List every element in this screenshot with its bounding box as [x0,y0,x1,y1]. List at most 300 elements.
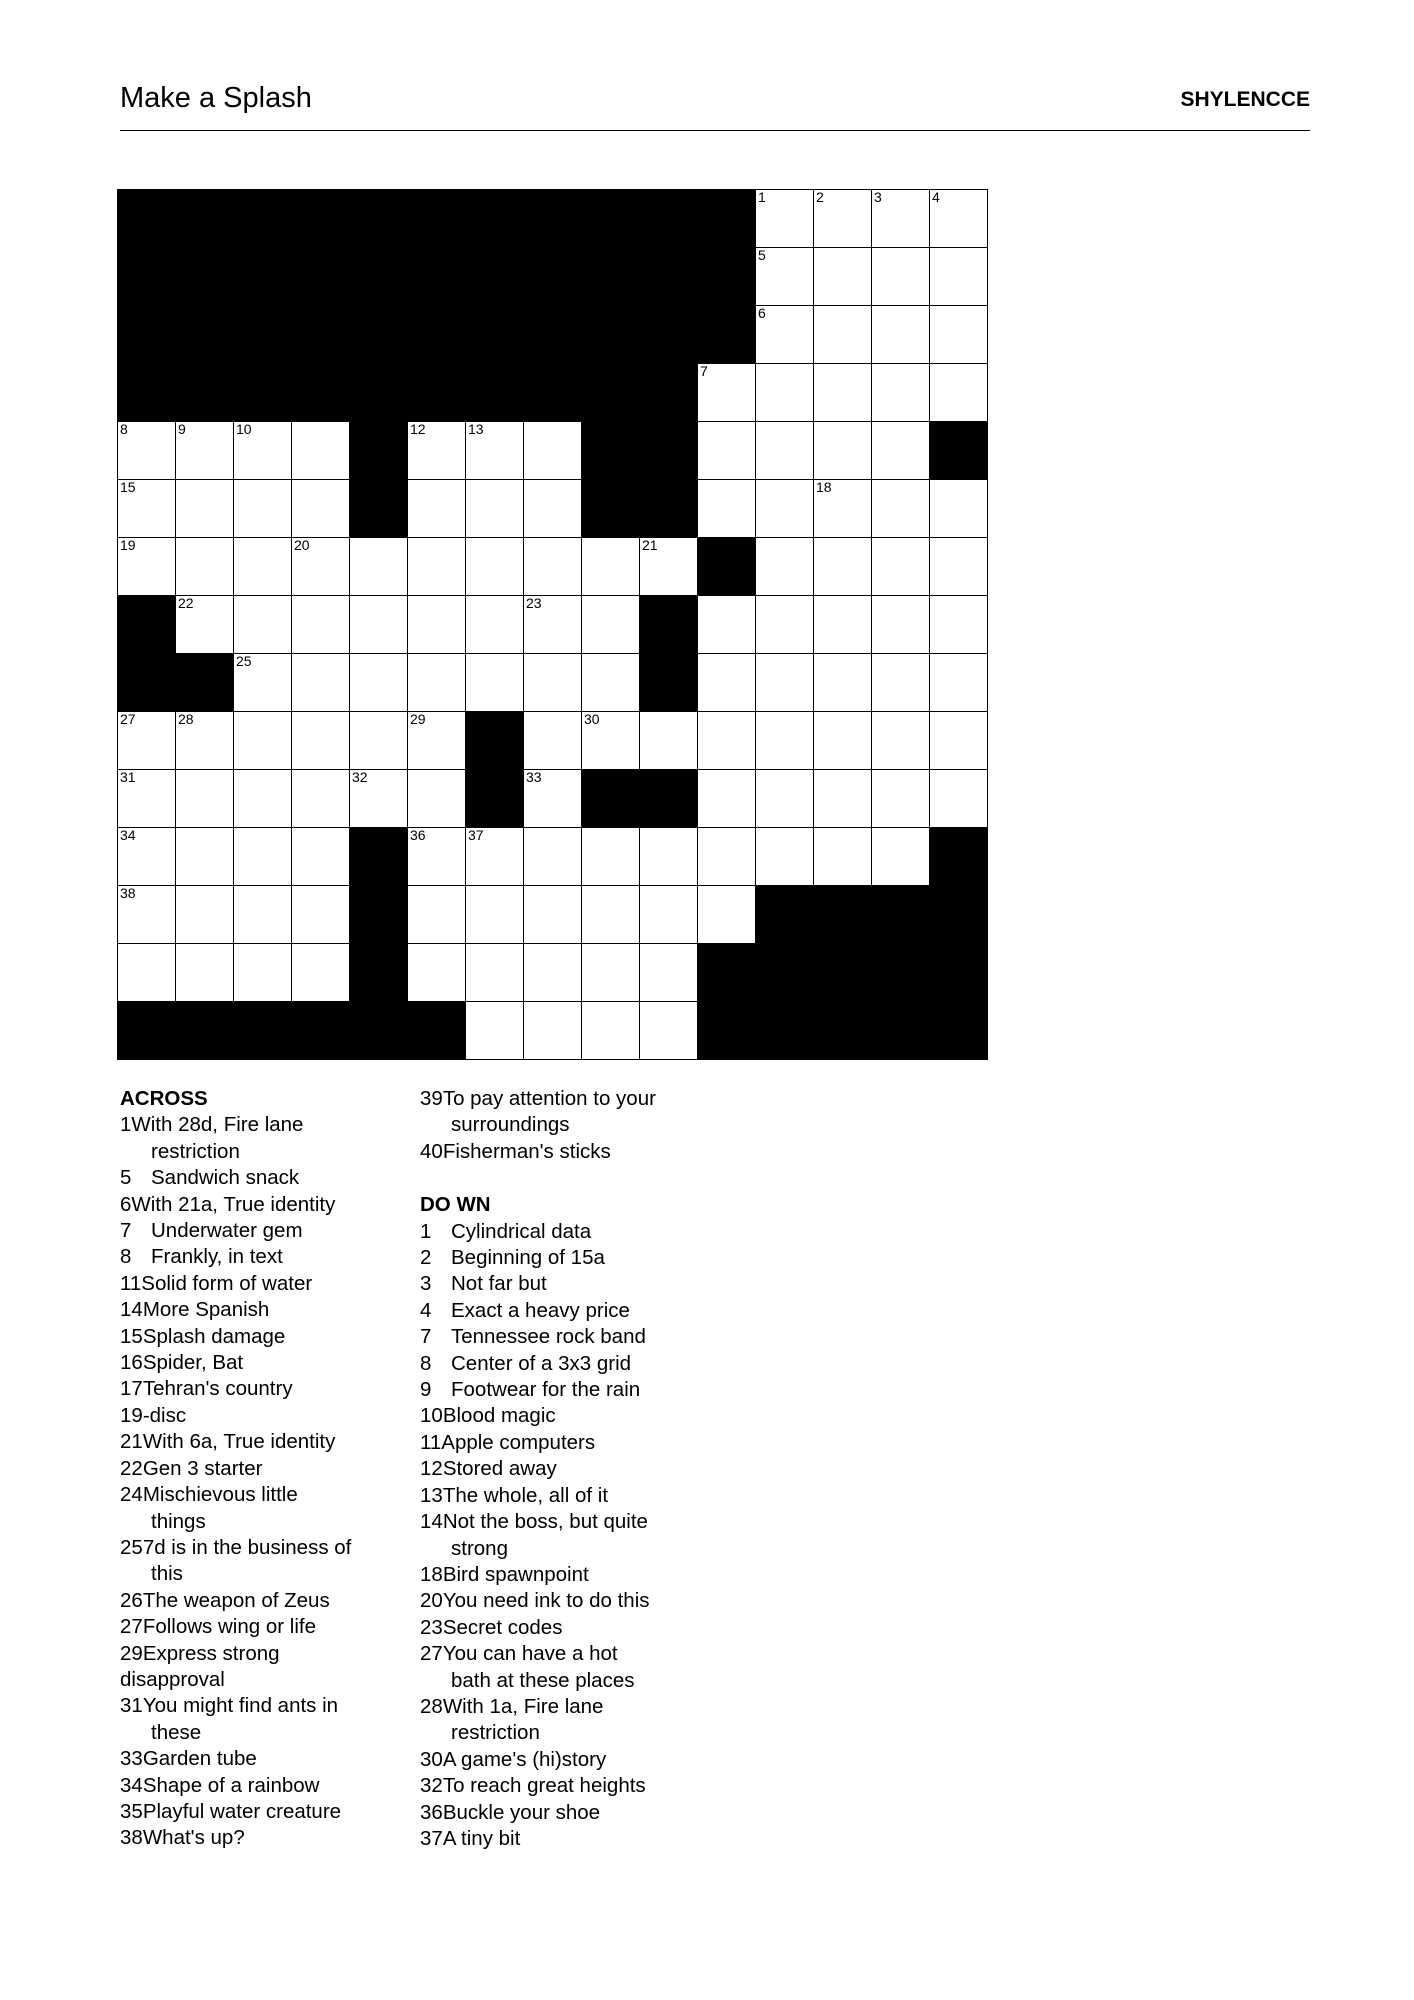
grid-cell[interactable] [813,595,872,654]
clue-line [420,1536,710,1562]
grid-cell[interactable] [813,537,872,596]
clue-line [120,1561,410,1587]
clue-number: 22 [120,1456,143,1480]
grid-cell[interactable] [465,1001,524,1060]
black-cell [349,189,408,248]
grid-cell[interactable] [929,189,988,248]
clue-number: 5 [120,1166,132,1190]
cell-number: 36 [410,827,426,843]
black-cell [175,1001,234,1060]
clue-line [120,1667,410,1693]
grid-cell[interactable] [465,421,524,480]
cell-number: 2 [816,189,824,205]
grid-cell[interactable] [755,363,814,422]
grid-cell[interactable] [871,827,930,886]
clue-number: 32 [420,1774,443,1798]
clue-text: Tehran's country [142,1377,293,1401]
grid-cell[interactable] [291,943,350,1002]
grid-cell[interactable] [639,1001,698,1060]
black-cell [175,189,234,248]
clue-number: 40 [420,1139,443,1163]
grid-cell[interactable] [755,479,814,538]
clue-text: Exact a heavy price [451,1298,630,1322]
black-cell [349,305,408,364]
grid-cell[interactable] [929,363,988,422]
clue-number: 14 [120,1298,143,1322]
clue-line [120,1482,410,1508]
clue-text: Fisherman's sticks [442,1139,611,1163]
clue-line [120,1693,410,1719]
clue-line [120,1535,410,1561]
grid-cell[interactable] [813,305,872,364]
grid-cell[interactable] [581,1001,640,1060]
clue-line [120,1825,410,1851]
grid-cell[interactable] [349,595,408,654]
clue-line [420,1747,710,1773]
black-cell [465,711,524,770]
clue-text: 7d is in the business of [142,1535,352,1559]
black-cell [465,247,524,306]
black-cell [639,769,698,828]
cell-number: 21 [642,537,658,553]
grid-cell[interactable] [697,595,756,654]
clue-number: 12 [420,1457,443,1481]
black-cell [465,363,524,422]
grid-cell[interactable] [407,827,466,886]
black-cell [697,189,756,248]
clue-line [120,1112,410,1138]
grid-cell[interactable] [465,479,524,538]
clue-line [420,1324,710,1350]
clue-text: With 28d, Fire lane [131,1113,304,1137]
grid-cell[interactable] [291,653,350,712]
black-cell [581,363,640,422]
grid-cell[interactable] [929,479,988,538]
grid-cell[interactable] [523,537,582,596]
grid-cell[interactable] [175,537,234,596]
grid-cell[interactable] [233,653,292,712]
grid-cell[interactable] [291,595,350,654]
clue-line [120,1244,410,1270]
grid-cell[interactable] [813,711,872,770]
black-cell [291,363,350,422]
clue-number: 4 [420,1298,432,1322]
black-cell [117,189,176,248]
grid-cell[interactable] [755,769,814,828]
grid-cell[interactable] [349,537,408,596]
grid-cell[interactable] [871,479,930,538]
grid-cell[interactable] [813,189,872,248]
black-cell [175,305,234,364]
grid-cell[interactable] [349,711,408,770]
grid-cell[interactable] [117,885,176,944]
clue-line [420,1641,710,1667]
black-cell [349,943,408,1002]
clue-number: 30 [420,1747,443,1771]
grid-cell[interactable] [291,479,350,538]
clue-line [120,1456,410,1482]
grid-cell[interactable] [639,827,698,886]
clue-number: 31 [120,1694,143,1718]
cell-number: 27 [120,711,136,727]
grid-cell[interactable] [697,769,756,828]
clue-number: 26 [120,1588,143,1612]
clue-line [420,1245,710,1271]
black-cell [407,189,466,248]
grid-cell[interactable] [523,479,582,538]
grid-cell[interactable] [175,885,234,944]
grid-cell[interactable] [407,885,466,944]
clue-number: 35 [120,1799,143,1823]
grid-cell[interactable] [639,885,698,944]
cell-number: 20 [294,537,310,553]
grid-cell[interactable] [755,653,814,712]
black-cell [639,247,698,306]
black-cell [581,421,640,480]
grid-cell[interactable] [813,653,872,712]
black-cell [639,189,698,248]
grid-cell[interactable] [639,537,698,596]
clue-text: disapproval [120,1667,225,1691]
grid-cell[interactable] [697,827,756,886]
grid-cell[interactable] [407,421,466,480]
black-cell [407,363,466,422]
grid-cell[interactable] [813,479,872,538]
clue-number: 21 [120,1430,143,1454]
black-cell [291,247,350,306]
clue-line [420,1139,710,1165]
grid-cell[interactable] [755,827,814,886]
black-cell [813,1001,872,1060]
clue-number: 16 [120,1351,143,1375]
black-cell [755,885,814,944]
grid-cell[interactable] [929,769,988,828]
clue-number: 9 [420,1378,432,1402]
black-cell [581,479,640,538]
black-cell [523,189,582,248]
crossword-grid [117,189,987,1059]
down-heading: DO WN [420,1193,491,1217]
clue-number: 1 [420,1219,432,1243]
grid-cell[interactable] [523,827,582,886]
grid-cell[interactable] [871,421,930,480]
cell-number: 19 [120,537,136,553]
black-cell [697,305,756,364]
page-header [120,80,1310,131]
grid-cell[interactable] [175,421,234,480]
clue-text: these [151,1720,202,1744]
cell-number: 22 [178,595,194,611]
black-cell [117,1001,176,1060]
grid-cell[interactable] [465,595,524,654]
grid-cell[interactable] [871,537,930,596]
grid-cell[interactable] [465,885,524,944]
clue-number: 10 [420,1404,443,1428]
grid-cell[interactable] [523,769,582,828]
clue-line [120,1350,410,1376]
grid-cell[interactable] [697,479,756,538]
grid-cell[interactable] [407,479,466,538]
grid-cell[interactable] [407,943,466,1002]
grid-cell[interactable] [349,653,408,712]
black-cell [233,363,292,422]
grid-cell[interactable] [291,827,350,886]
clue-text: Sandwich snack [151,1166,300,1190]
grid-cell[interactable] [871,363,930,422]
black-cell [929,885,988,944]
grid-cell[interactable] [233,769,292,828]
clue-text: Not the boss, but quite [442,1510,648,1534]
grid-cell[interactable] [117,827,176,886]
black-cell [813,943,872,1002]
clue-number: 3 [420,1272,432,1296]
black-cell [233,305,292,364]
black-cell [291,189,350,248]
grid-cell[interactable] [175,827,234,886]
grid-cell[interactable] [639,711,698,770]
clue-text: The whole, all of it [442,1483,609,1507]
grid-cell[interactable] [871,711,930,770]
clue-line [120,1799,410,1825]
grid-cell[interactable] [755,305,814,364]
clue-text: Buckle your shoe [442,1800,601,1824]
cell-number: 28 [178,711,194,727]
clue-text: Garden tube [142,1747,257,1771]
grid-cell[interactable] [291,885,350,944]
clue-number: 33 [120,1747,143,1771]
grid-cell[interactable] [929,595,988,654]
clues-column-2 [420,1086,710,1852]
clue-number: 37 [420,1826,443,1850]
grid-cell[interactable] [697,653,756,712]
clue-line [120,1297,410,1323]
black-cell [871,1001,930,1060]
clue-line [420,1271,710,1297]
black-cell [291,305,350,364]
grid-cell[interactable] [291,769,350,828]
black-cell [349,247,408,306]
clue-line [420,1351,710,1377]
black-cell [581,305,640,364]
black-cell [581,189,640,248]
grid-cell[interactable] [117,943,176,1002]
black-cell [117,595,176,654]
grid-cell[interactable] [233,885,292,944]
clue-text: Playful water creature [142,1799,342,1823]
puzzle-title: Make a Splash [120,82,312,114]
clue-text: Solid form of water [141,1271,313,1295]
black-cell [407,305,466,364]
grid-cell[interactable] [697,363,756,422]
grid-cell[interactable] [929,653,988,712]
grid-cell[interactable] [117,769,176,828]
clue-line [420,1615,710,1641]
clue-line [120,1271,410,1297]
clue-number: 2 [420,1246,432,1270]
grid-cell[interactable] [813,363,872,422]
grid-cell[interactable] [233,595,292,654]
grid-cell[interactable] [175,943,234,1002]
clue-number: 7 [420,1325,432,1349]
clue-line [120,1324,410,1350]
clue-line [120,1165,410,1191]
cell-number: 29 [410,711,426,727]
grid-cell[interactable] [755,711,814,770]
grid-cell[interactable] [871,305,930,364]
clue-text: Beginning of 15a [451,1246,605,1270]
grid-cell[interactable] [349,769,408,828]
cell-number: 3 [874,189,882,205]
grid-cell[interactable] [117,711,176,770]
grid-cell[interactable] [871,189,930,248]
grid-cell[interactable] [291,711,350,770]
grid-cell[interactable] [929,305,988,364]
clue-text: Shape of a rainbow [142,1773,320,1797]
clue-text: With 21a, True identity [131,1192,336,1216]
clue-text: strong [451,1536,508,1560]
grid-cell[interactable] [871,595,930,654]
grid-cell[interactable] [697,421,756,480]
grid-cell[interactable] [581,885,640,944]
clue-number: 29 [120,1641,143,1665]
grid-cell[interactable] [813,247,872,306]
grid-cell[interactable] [523,1001,582,1060]
clue-text: this [151,1562,183,1586]
grid-cell[interactable] [175,479,234,538]
clue-line [420,1694,710,1720]
black-cell [117,305,176,364]
grid-cell[interactable] [813,769,872,828]
clue-number: 17 [120,1377,143,1401]
cell-number: 33 [526,769,542,785]
clue-text: To pay attention to your [442,1087,656,1110]
black-cell [233,1001,292,1060]
grid-cell[interactable] [175,769,234,828]
grid-cell[interactable] [291,421,350,480]
black-cell [349,421,408,480]
grid-cell[interactable] [407,769,466,828]
cell-number: 4 [932,189,940,205]
grid-cell[interactable] [233,827,292,886]
black-cell [233,247,292,306]
clue-line [420,1430,710,1456]
clue-text: You need ink to do this [442,1589,650,1613]
cell-number: 34 [120,827,136,843]
grid-cell[interactable] [117,479,176,538]
grid-cell[interactable] [697,885,756,944]
grid-cell[interactable] [813,421,872,480]
grid-cell[interactable] [929,537,988,596]
clue-line [120,1588,410,1614]
down-clue-list [420,1219,710,1853]
grid-cell[interactable] [291,537,350,596]
grid-cell[interactable] [233,421,292,480]
grid-cell[interactable] [755,189,814,248]
grid-cell[interactable] [581,711,640,770]
black-cell [349,1001,408,1060]
black-cell [697,1001,756,1060]
grid-cell[interactable] [407,595,466,654]
grid-cell[interactable] [465,537,524,596]
grid-cell[interactable] [871,769,930,828]
clue-number: 11 [420,1430,442,1454]
grid-cell[interactable] [755,595,814,654]
clue-line [420,1377,710,1403]
grid-cell[interactable] [175,711,234,770]
grid-cell[interactable] [523,711,582,770]
grid-cell[interactable] [465,653,524,712]
clue-text: Follows wing or life [142,1615,316,1639]
black-cell [929,1001,988,1060]
grid-cell[interactable] [523,885,582,944]
grid-cell[interactable] [233,537,292,596]
grid-cell[interactable] [523,653,582,712]
clue-number: 13 [420,1483,443,1507]
grid-cell[interactable] [755,421,814,480]
grid-cell[interactable] [465,943,524,1002]
clue-line [420,1219,710,1245]
black-cell [871,943,930,1002]
grid-cell[interactable] [581,537,640,596]
grid-cell[interactable] [233,711,292,770]
grid-cell[interactable] [929,247,988,306]
clue-text: With 1a, Fire lane [442,1694,604,1718]
clue-text: Bird spawnpoint [442,1562,589,1586]
grid-cell[interactable] [755,247,814,306]
grid-cell[interactable] [581,943,640,1002]
grid-cell[interactable] [755,537,814,596]
clue-line [420,1403,710,1429]
clue-text: Stored away [442,1457,557,1481]
grid-cell[interactable] [523,421,582,480]
black-cell [349,479,408,538]
grid-cell[interactable] [523,595,582,654]
grid-cell[interactable] [929,711,988,770]
grid-cell[interactable] [813,827,872,886]
clue-number: 7 [120,1219,132,1243]
grid-cell[interactable] [175,595,234,654]
clue-line [120,1720,410,1746]
grid-cell[interactable] [465,827,524,886]
grid-cell[interactable] [871,653,930,712]
grid-cell[interactable] [639,943,698,1002]
grid-cell[interactable] [407,537,466,596]
grid-cell[interactable] [581,595,640,654]
grid-cell[interactable] [697,711,756,770]
grid-cell[interactable] [871,247,930,306]
clue-text: Apple computers [441,1430,596,1454]
grid-cell[interactable] [581,653,640,712]
clue-text: restriction [151,1139,240,1163]
cell-number: 1 [758,189,766,205]
clue-number: 23 [420,1615,443,1639]
grid-cell[interactable] [523,943,582,1002]
grid-cell[interactable] [233,943,292,1002]
grid-cell[interactable] [233,479,292,538]
grid-cell[interactable] [581,827,640,886]
black-cell [639,653,698,712]
clue-line [120,1139,410,1165]
grid-cell[interactable] [117,537,176,596]
black-cell [697,943,756,1002]
clue-text: Frankly, in text [151,1245,283,1269]
grid-cell[interactable] [117,421,176,480]
cell-number: 18 [816,479,832,495]
grid-cell[interactable] [407,711,466,770]
black-cell [175,363,234,422]
grid-cell[interactable] [407,653,466,712]
black-cell [465,305,524,364]
